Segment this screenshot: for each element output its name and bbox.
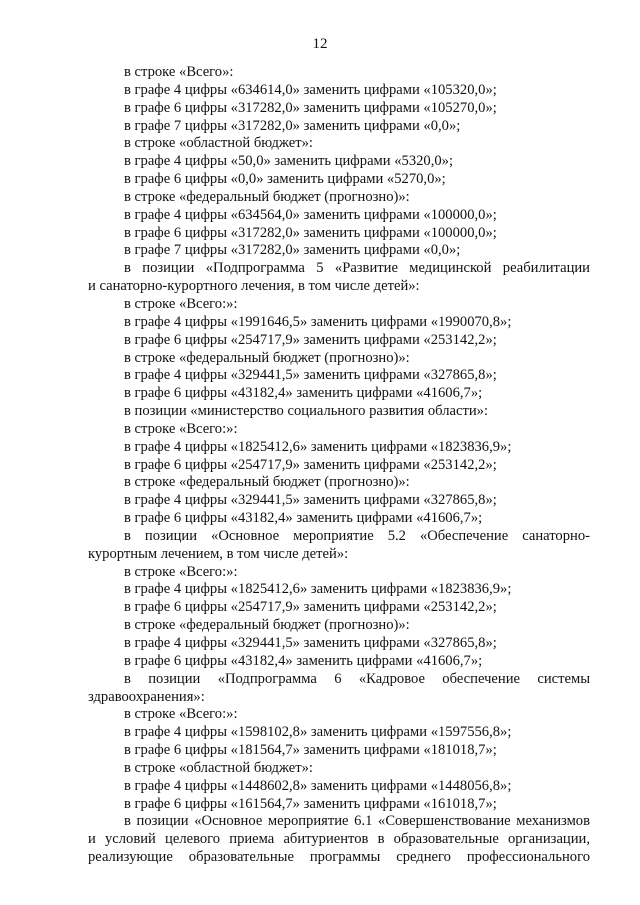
text-line: в графе 6 цифры «317282,0» заменить цифрами «100000,0»; <box>124 224 497 241</box>
text-line: в графе 6 цифры «0,0» заменить цифрами «5270,0»; <box>124 171 446 188</box>
text-line: в позиции «Основное мероприятие 5.2 «Обеспечение санаторно- <box>124 527 590 544</box>
text-line: в графе 6 цифры «43182,4» заменить цифрами «41606,7»; <box>124 385 483 402</box>
text-line: в строке «Всего:»: <box>124 563 238 580</box>
text-line: в строке «федеральный бюджет (прогнозно)»: <box>124 474 410 491</box>
text-line: в графе 4 цифры «50,0» заменить цифрами «5320,0»; <box>124 153 454 170</box>
text-line: курортным лечением, в том числе детей»: <box>88 545 349 562</box>
text-line: в строке «федеральный бюджет (прогнозно)»: <box>124 188 410 205</box>
text-line: в графе 4 цифры «634564,0» заменить цифрами «100000,0»; <box>124 206 497 223</box>
page-number: 12 <box>312 36 328 52</box>
text-line: в позиции «министерство социального развития области»: <box>124 403 489 420</box>
text-line: в строке «Всего:»: <box>124 295 238 312</box>
text-line: в графе 7 цифры «317282,0» заменить цифрами «0,0»; <box>124 242 461 259</box>
text-line: в графе 4 цифры «634614,0» заменить цифрами «105320,0»; <box>124 81 497 98</box>
document-body <box>88 64 590 867</box>
text-line: в графе 6 цифры «254717,9» заменить цифрами «253142,2»; <box>124 599 497 616</box>
text-line: в позиции «Подпрограмма 5 «Развитие медицинской реабилитации <box>124 260 590 277</box>
text-line: в графе 4 цифры «329441,5» заменить цифрами «327865,8»; <box>124 367 497 384</box>
text-line: в графе 7 цифры «317282,0» заменить цифрами «0,0»; <box>124 117 461 134</box>
text-line: в строке «областной бюджет»: <box>124 135 313 152</box>
text-line: в графе 4 цифры «329441,5» заменить цифрами «327865,8»; <box>124 492 497 509</box>
text-line: в графе 4 цифры «1448602,8» заменить цифрами «1448056,8»; <box>124 777 512 794</box>
text-line: в графе 6 цифры «43182,4» заменить цифрами «41606,7»; <box>124 652 483 669</box>
text-line: и санаторно-курортного лечения, в том числе детей»: <box>88 278 420 295</box>
text-line: в графе 6 цифры «43182,4» заменить цифрами «41606,7»; <box>124 510 483 527</box>
text-line: в строке «федеральный бюджет (прогнозно)»: <box>124 349 410 366</box>
text-line: в строке «Всего:»: <box>124 420 238 437</box>
text-line: и условий целевого приема абитуриентов в образовательные организации, <box>88 831 590 848</box>
text-line: в графе 6 цифры «254717,9» заменить цифрами «253142,2»; <box>124 331 497 348</box>
text-line: в графе 4 цифры «1598102,8» заменить цифрами «1597556,8»; <box>124 724 512 741</box>
text-line: в позиции «Подпрограмма 6 «Кадровое обеспечение системы <box>124 670 590 687</box>
text-line: в графе 6 цифры «181564,7» заменить цифрами «181018,7»; <box>124 742 497 759</box>
text-line: здравоохранения»: <box>88 688 205 705</box>
text-line: в строке «Всего»: <box>124 64 234 80</box>
text-line: в строке «федеральный бюджет (прогнозно)»: <box>124 617 410 634</box>
text-line: в позиции «Основное мероприятие 6.1 «Совершенствование механизмов <box>124 813 590 830</box>
text-line: в графе 6 цифры «254717,9» заменить цифрами «253142,2»; <box>124 456 497 473</box>
text-line: в строке «Всего:»: <box>124 706 238 723</box>
text-line: реализующие образовательные программы среднего профессионального <box>88 849 590 866</box>
text-line: в графе 4 цифры «329441,5» заменить цифрами «327865,8»; <box>124 635 497 651</box>
text-line: в графе 4 цифры «1991646,5» заменить цифрами «1990070,8»; <box>124 313 512 330</box>
text-line: в графе 6 цифры «317282,0» заменить цифрами «105270,0»; <box>124 99 497 116</box>
text-line: в графе 4 цифры «1825412,6» заменить цифрами «1823836,9»; <box>124 581 512 598</box>
text-line: в графе 4 цифры «1825412,6» заменить цифрами «1823836,9»; <box>124 438 512 455</box>
text-line: в графе 6 цифры «161564,7» заменить цифрами «161018,7»; <box>124 795 497 812</box>
text-line: в строке «областной бюджет»: <box>124 759 313 776</box>
